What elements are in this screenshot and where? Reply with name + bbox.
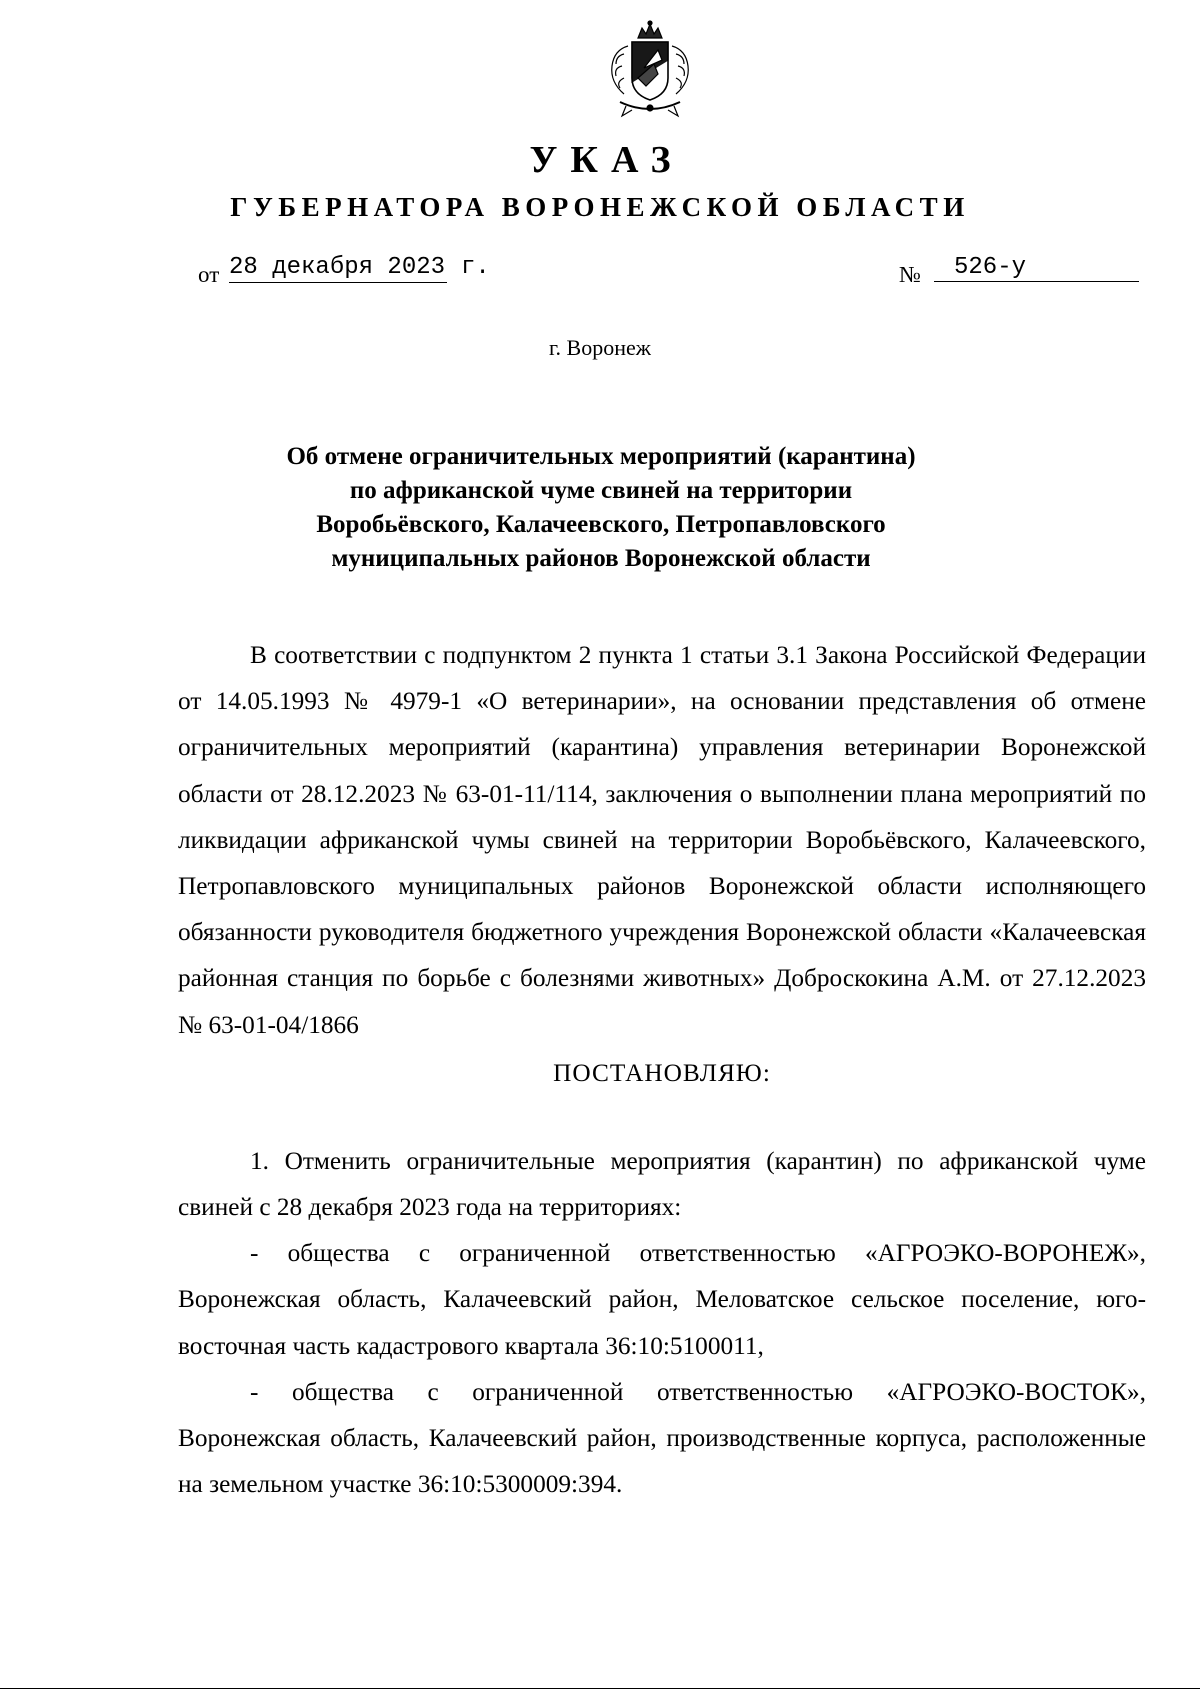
document-body — [178, 632, 1146, 1507]
title-line: по африканской чуме свиней на территории — [349, 477, 853, 504]
issuing-authority-heading: ГУБЕРНАТОРА ВОРОНЕЖСКОЙ ОБЛАСТИ — [230, 192, 970, 222]
decree-item-paragraph: - общества с ограниченной ответственностью «АГРОЭКО-ВОСТОК», Воронежская область, Калачеевский район, производственные корпуса, расположенные на земельном участке 36:10:5300009:394. — [178, 1377, 1146, 1499]
decree-item-paragraph: - общества с ограниченной ответственностью «АГРОЭКО-ВОРОНЕЖ», Воронежская область, Калачеевский район, Меловатское сельское поселение, юго-восточная часть кадастрового квартала 36:10:5100011, — [178, 1239, 1146, 1360]
page-bottom-rule — [0, 1688, 1200, 1689]
decree-items — [178, 1138, 1146, 1508]
decree-item-paragraph: 1. Отменить ограничительные мероприятия (карантин) по африканской чуме свиней с 28 декабря 2023 года на территориях: — [178, 1146, 1146, 1222]
decree-word: ПОСТАНОВЛЯЮ: — [553, 1058, 771, 1087]
document-date: 28 декабря 2023 — [229, 254, 446, 281]
number-sign: № — [899, 262, 921, 287]
date-prefix: от — [198, 262, 220, 287]
title-line: Воробьёвского, Калачеевского, Петропавловского — [316, 511, 886, 538]
document-type-heading: УКАЗ — [529, 139, 684, 181]
preamble-paragraph: В соответствии с подпунктом 2 пункта 1 статьи 3.1 Закона Российской Федерации от 14.05.1993 № 4979-1 «О ветеринарии», на основании представления об отмене ограничительных мероприятий (карантина) управления ветеринарии Воронежской области от 28.12.2023 № 63-01-11/114, заключения о выполнении плана мероприятий по ликвидации африканской чумы свиней на территории Воробьёвского, Калачеевского, Петропавловского муниципальных районов Воронежской области исполняющего обязанности руководителя бюджетного учреждения Воронежской области «Калачеевская районная станция по борьбе с болезнями животных» Доброскокина А.М. от 27.12.2023 № 63-01-04/1866 — [178, 641, 1146, 1039]
document-number: 526-у — [934, 254, 1139, 282]
title-line: муниципальных районов Воронежской области — [331, 545, 871, 572]
city-line: г. Воронеж — [549, 335, 651, 360]
document-title — [240, 440, 962, 576]
date-suffix: г. — [461, 254, 490, 281]
title-line: Об отмене ограничительных мероприятий (карантина) — [286, 443, 916, 470]
coat-of-arms-icon — [598, 20, 702, 124]
